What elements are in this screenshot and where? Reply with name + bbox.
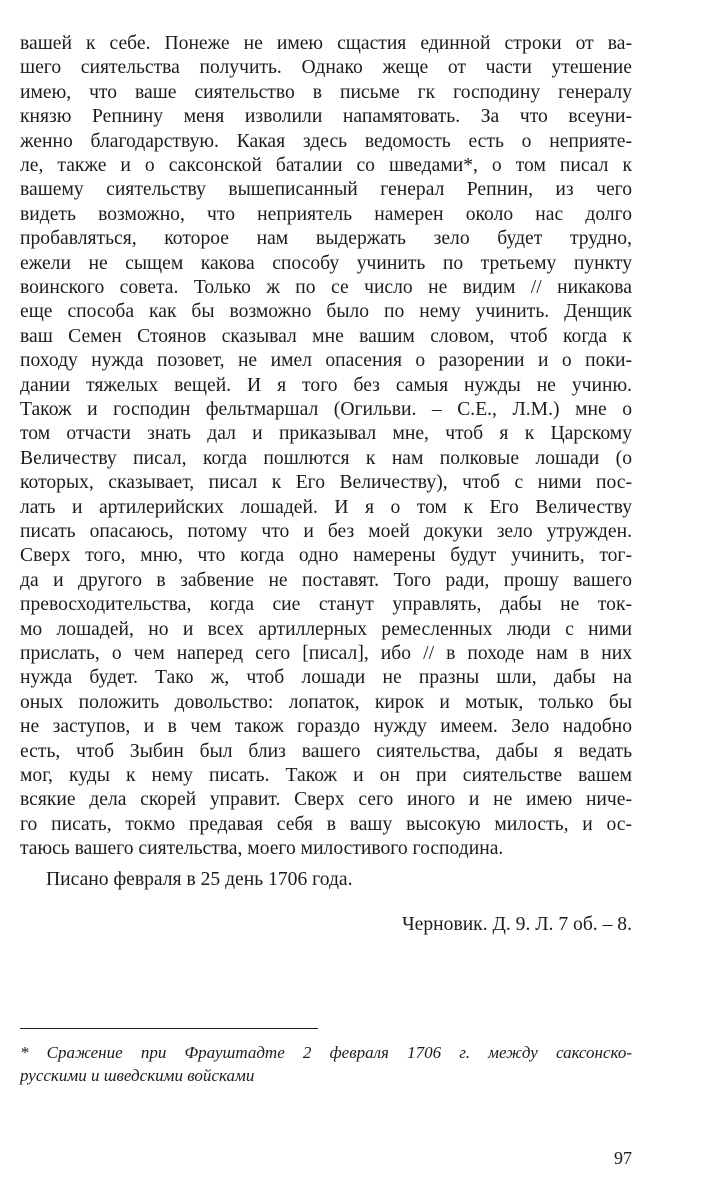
body-line: прислать, о чем наперед сего [писал], ибо // в походе нам в них bbox=[20, 643, 632, 664]
body-line: писать опасаюсь, потому что и без моей докуки зело утружден. bbox=[20, 521, 632, 542]
body-line: мо лошадей, но и всех артиллерных ремесленных люди с ними bbox=[20, 618, 632, 640]
body-line: ваш Семен Стоянов сказывал мне вашим словом, чтоб когда к bbox=[20, 325, 632, 347]
body-line: не заступов, и в чем також гораздо нужду имеем. Зело надобно bbox=[20, 716, 632, 738]
body-line: нужда будет. Тако ж, чтоб лошади не празны шли, дабы на bbox=[20, 667, 632, 689]
body-line: Також и господин фельтмаршал (Огильви. – С.Е., Л.М.) мне о bbox=[20, 399, 632, 420]
body-line: го писать, токмо предавая себя в вашу высокую милость, и ос- bbox=[20, 813, 632, 835]
page-number: 97 bbox=[614, 1148, 632, 1168]
body-line: вашему сиятельству вышеписанный генерал Репнин, из чего bbox=[20, 179, 632, 201]
body-line: оных положить довольство: лопаток, кирок и мотык, только бы bbox=[20, 691, 632, 713]
source-note: Черновик. Д. 9. Л. 7 об. – 8. bbox=[401, 914, 632, 935]
body-line: еще способа как бы возможно было по нему учинить. Денщик bbox=[20, 301, 632, 323]
body-line: есть, чтоб Зыбин был близ вашего сиятельства, дабы я ведать bbox=[20, 740, 632, 762]
footnote-line-2: русскими и шведскими войсками bbox=[20, 1066, 255, 1085]
body-line: том отчасти знать дал и приказывал мне, чтоб я к Царскому bbox=[20, 423, 632, 445]
body-line: мог, куды к нему писать. Також и он при сиятельстве вашем bbox=[20, 765, 632, 786]
body-line: ежели не сыщем какова способу учинить по третьему пункту bbox=[20, 252, 632, 274]
body-line: воинского совета. Только ж по се число не видим // никакова bbox=[20, 277, 632, 298]
body-line: да и другого в забвение не поставят. Того ради, прошу вашего bbox=[20, 569, 632, 591]
body-line: Сверх того, мню, что когда одно намерены будут учинить, тог- bbox=[20, 545, 632, 567]
body-line: князю Репнину меня изволили напамятовать. За что всеуни- bbox=[20, 106, 632, 128]
footnote-rule bbox=[20, 1028, 318, 1029]
body-line: пробавляться, которое нам выдержать зело будет трудно, bbox=[20, 228, 632, 250]
body-line: которых, сказывает, писал к Его Величеству), чтоб с ними пос- bbox=[20, 472, 632, 494]
body-line: вашей к себе. Понеже не имею сщастия единной строки от ва- bbox=[20, 33, 632, 54]
body-line: лать и артилерийских лошадей. И я о том к Его Величеству bbox=[20, 496, 632, 518]
dateline: Писано февраля в 25 день 1706 года. bbox=[46, 869, 353, 890]
body-line: женно благодарствую. Какая здесь ведомость есть о неприяте- bbox=[20, 130, 632, 152]
body-line: видеть возможно, что неприятель намерен около нас долго bbox=[20, 203, 632, 225]
body-line: походу нужда позовет, не имел опасения о разорении и о поки- bbox=[20, 350, 632, 372]
body-line: имею, что ваше сиятельство в письме гк господину генералу bbox=[20, 81, 632, 103]
body-line: Величеству писал, когда пошлются к нам полковые лошади (о bbox=[20, 447, 632, 469]
body-line: дании тяжелых вещей. И я того без самыя нужды не учиню. bbox=[20, 374, 632, 396]
footnote-line-1: * Сражение при Фрауштадте 2 февраля 1706 г. между саксонско- bbox=[20, 1043, 632, 1062]
body-line: превосходительства, когда сие станут управлять, дабы не ток- bbox=[20, 594, 632, 616]
body-line: всякие дела скорей управит. Сверх сего иного и не имею ниче- bbox=[20, 789, 632, 811]
body-line: ле, также и о саксонской баталии со шведами*, о том писал к bbox=[20, 155, 632, 176]
body-line: таюсь вашего сиятельства, моего милостивого господина. bbox=[20, 838, 504, 860]
body-line: шего сиятельства получить. Однако жеще от части утешение bbox=[20, 57, 632, 79]
